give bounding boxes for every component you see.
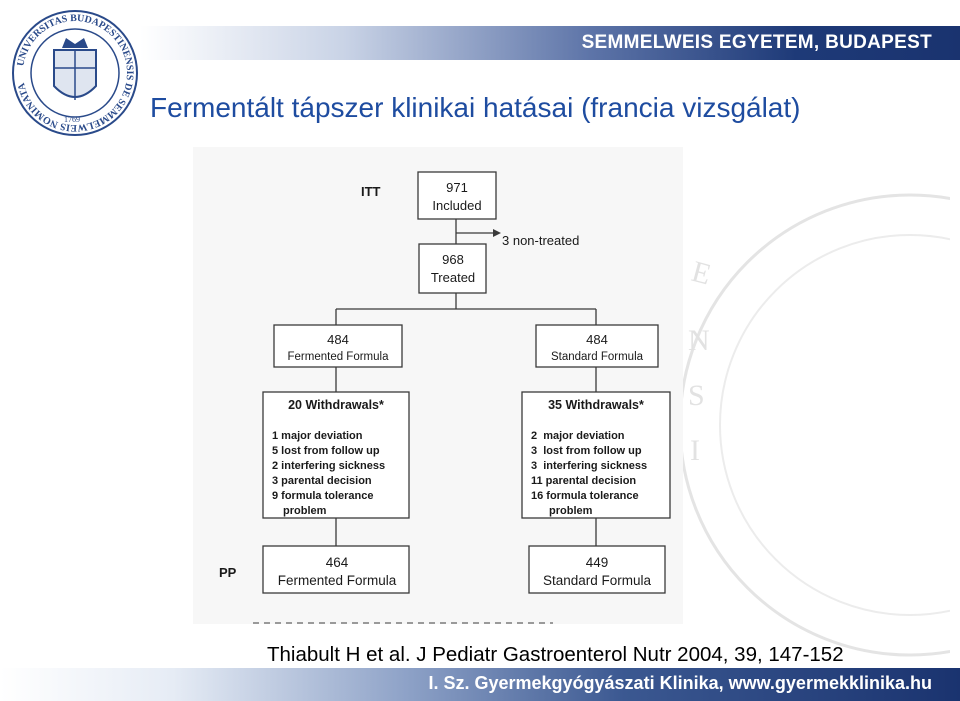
- pp-standard-count: 449: [585, 555, 609, 570]
- pp-label: PP: [219, 565, 237, 580]
- withdrawal-reason: 9 formula tolerance: [272, 490, 374, 502]
- withdrawal-reason: problem: [283, 505, 327, 517]
- fermented-count: 484: [327, 332, 349, 347]
- withdrawal-reason: 11 parental decision: [531, 475, 637, 487]
- flowchart-scan: [193, 147, 683, 624]
- treated-label: Treated: [430, 270, 476, 285]
- svg-text:S: S: [688, 379, 705, 412]
- footer-text: I. Sz. Gyermekgyógyászati Klinika, www.gyermekklinika.hu: [428, 673, 932, 693]
- withdrawals-standard-title: 35 Withdrawals*: [548, 398, 644, 412]
- university-name: SEMMELWEIS EGYETEM, BUDAPEST: [581, 32, 932, 53]
- withdrawal-reason: 5 lost from follow up: [272, 445, 380, 457]
- withdrawals-fermented-title: 20 Withdrawals*: [288, 398, 384, 412]
- pp-fermented-count: 464: [325, 555, 349, 570]
- withdrawal-reason: problem: [549, 505, 593, 517]
- svg-text:E: E: [688, 254, 715, 292]
- withdrawal-reason: 16 formula tolerance: [531, 490, 639, 502]
- withdrawal-reason: 3 interfering sickness: [531, 460, 648, 472]
- withdrawal-reason: 3 lost from follow up: [531, 445, 642, 457]
- citation: Thiabult H et al. J Pediatr Gastroenterol Nutr 2004, 39, 147-152: [267, 643, 844, 666]
- svg-text:1769: 1769: [64, 115, 80, 124]
- header-band: [140, 26, 960, 60]
- withdrawal-reason: 1 major deviation: [272, 430, 363, 442]
- arrow-head-non-treated: [493, 229, 501, 237]
- fermented-label: Fermented Formula: [287, 351, 389, 363]
- included-label: Included: [432, 198, 482, 213]
- pp-standard-label: Standard Formula: [542, 573, 652, 588]
- standard-label: Standard Formula: [550, 351, 644, 363]
- footer-band: [0, 668, 960, 701]
- included-count: 971: [446, 180, 468, 195]
- standard-count: 484: [586, 332, 608, 347]
- slide-title: Fermentált tápszer klinikai hatásai (francia vizsgálat): [150, 92, 801, 123]
- withdrawal-reason: 2 interfering sickness: [272, 460, 386, 472]
- non-treated-label: 3 non-treated: [502, 233, 580, 248]
- itt-label: ITT: [361, 184, 381, 199]
- university-seal-logo: [10, 8, 140, 138]
- svg-text:I: I: [690, 434, 700, 467]
- withdrawal-reason: 2 major deviation: [531, 430, 625, 442]
- svg-text:N: N: [688, 324, 710, 357]
- withdrawal-reason: 3 parental decision: [272, 475, 372, 487]
- treated-count: 968: [442, 252, 464, 267]
- svg-text:UNIVERSITAS BUDAPESTINENSIS DE: UNIVERSITAS BUDAPESTINENSIS DE SEMMELWEIS NOMINATA: [15, 12, 136, 134]
- flowchart-diagram: [193, 147, 683, 624]
- pp-fermented-label: Fermented Formula: [277, 573, 397, 588]
